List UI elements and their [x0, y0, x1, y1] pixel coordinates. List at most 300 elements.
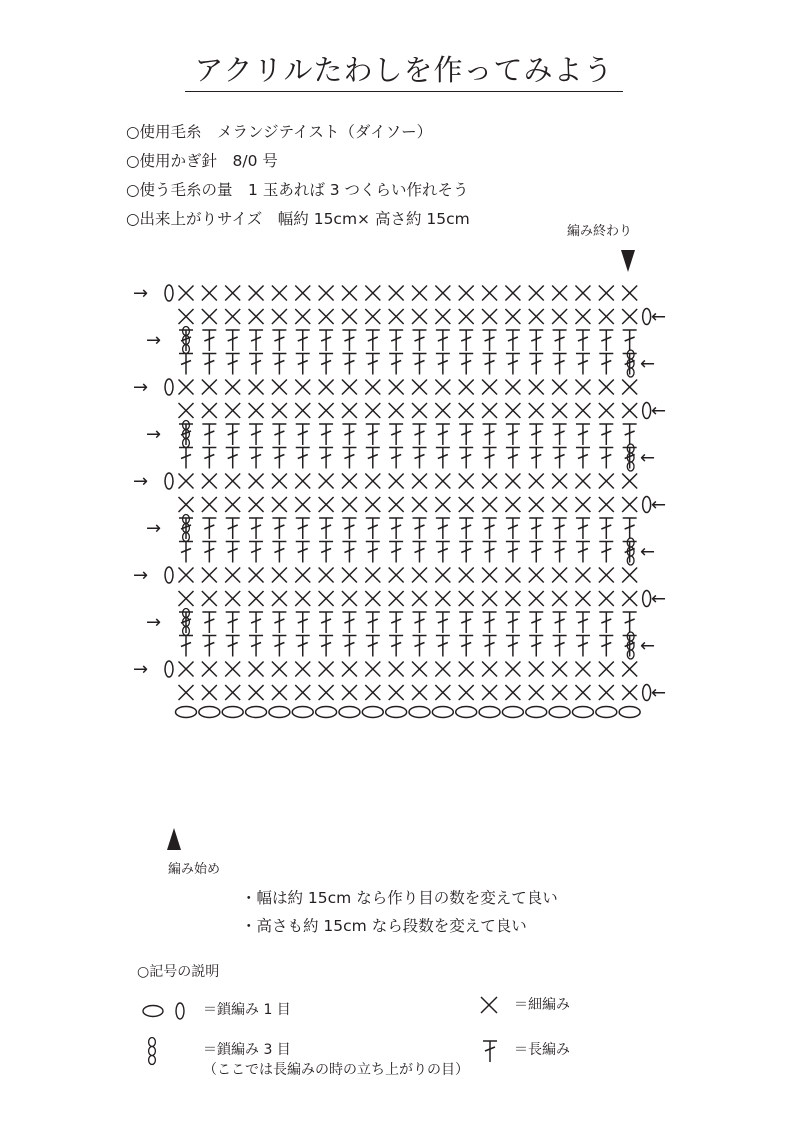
row-direction-arrow-left: ← [651, 306, 667, 328]
foundation-chain-stitch [526, 707, 547, 718]
single-crochet-stitch [622, 286, 637, 301]
single-crochet-stitch [412, 403, 427, 418]
row-direction-arrow-right: → [133, 283, 149, 304]
double-crochet-stitch [529, 330, 543, 351]
double-crochet-stitch [389, 612, 403, 633]
double-crochet-stitch [342, 448, 356, 469]
single-crochet-stitch [225, 685, 240, 700]
single-crochet-stitch [319, 474, 334, 489]
row-direction-arrow-right: → [146, 612, 162, 633]
single-crochet-stitch [365, 568, 380, 583]
single-crochet-stitch [529, 662, 544, 677]
single-crochet-stitch [202, 497, 217, 512]
double-crochet-stitch [296, 330, 310, 351]
row-direction-arrow-left: ← [640, 353, 656, 375]
single-crochet-stitch [225, 568, 240, 583]
double-crochet-stitch [296, 636, 310, 657]
double-crochet-stitch [436, 448, 450, 469]
chain-stitch-icon [140, 1000, 190, 1024]
double-crochet-stitch [342, 330, 356, 351]
single-crochet-stitch [179, 685, 194, 700]
single-crochet-stitch [365, 474, 380, 489]
foundation-chain-stitch [362, 707, 383, 718]
single-crochet-stitch [249, 286, 264, 301]
single-crochet-stitch [412, 286, 427, 301]
turning-chain-stitch [643, 309, 651, 325]
double-crochet-stitch [436, 518, 450, 539]
single-crochet-stitch [552, 309, 567, 324]
double-crochet-stitch [599, 636, 613, 657]
single-crochet-stitch [529, 591, 544, 606]
single-crochet-stitch [435, 685, 450, 700]
foundation-chain-stitch [176, 707, 197, 718]
single-crochet-stitch [505, 591, 520, 606]
single-crochet-stitch [622, 568, 637, 583]
single-crochet-stitch [435, 497, 450, 512]
double-crochet-stitch [599, 354, 613, 375]
double-crochet-stitch [342, 354, 356, 375]
single-crochet-stitch [505, 685, 520, 700]
foundation-chain-stitch [596, 707, 617, 718]
single-crochet-stitch [225, 474, 240, 489]
double-crochet-stitch [202, 330, 216, 351]
foundation-chain-stitch [502, 707, 523, 718]
single-crochet-stitch [575, 474, 590, 489]
double-crochet-stitch [483, 424, 497, 445]
single-crochet-stitch [435, 380, 450, 395]
double-crochet-stitch [366, 518, 380, 539]
double-crochet-stitch [179, 612, 193, 633]
double-crochet-stitch [389, 448, 403, 469]
double-crochet-stitch [506, 330, 520, 351]
single-crochet-stitch [599, 403, 614, 418]
row-direction-arrow-right: → [133, 659, 149, 680]
single-crochet-stitch [412, 662, 427, 677]
single-crochet-stitch [505, 380, 520, 395]
single-crochet-stitch [599, 380, 614, 395]
double-crochet-stitch [366, 612, 380, 633]
single-crochet-stitch [225, 497, 240, 512]
single-crochet-stitch [459, 685, 474, 700]
double-crochet-stitch [249, 612, 263, 633]
double-crochet-stitch [459, 612, 473, 633]
single-crochet-stitch [342, 497, 357, 512]
single-crochet-stitch [202, 685, 217, 700]
foundation-chain-stitch [432, 707, 453, 718]
double-crochet-stitch [623, 518, 637, 539]
single-crochet-stitch [459, 497, 474, 512]
single-crochet-stitch [272, 403, 287, 418]
single-crochet-stitch [552, 380, 567, 395]
single-crochet-stitch [389, 685, 404, 700]
single-crochet-stitch [575, 309, 590, 324]
double-crochet-stitch [249, 424, 263, 445]
single-crochet-stitch [622, 380, 637, 395]
single-crochet-stitch [622, 474, 637, 489]
single-crochet-stitch [202, 286, 217, 301]
double-crochet-stitch [296, 518, 310, 539]
double-crochet-stitch [366, 542, 380, 563]
single-crochet-stitch [459, 309, 474, 324]
single-crochet-stitch [552, 286, 567, 301]
single-crochet-stitch [529, 309, 544, 324]
double-crochet-stitch [272, 518, 286, 539]
single-crochet-stitch [249, 474, 264, 489]
single-crochet-stitch [179, 591, 194, 606]
single-crochet-stitch [249, 685, 264, 700]
note-height: ・高さも約 15cm なら段数を変えて良い [241, 917, 527, 935]
double-crochet-stitch [506, 542, 520, 563]
single-crochet-stitch [622, 497, 637, 512]
double-crochet-stitch [389, 636, 403, 657]
single-crochet-stitch [389, 380, 404, 395]
single-crochet-stitch [505, 662, 520, 677]
double-crochet-stitch [272, 354, 286, 375]
single-crochet-stitch [249, 403, 264, 418]
info-finished-size: ○出来上がりサイズ 幅約 15cm× 高さ約 15cm [126, 210, 470, 228]
foundation-chain-stitch [386, 707, 407, 718]
double-crochet-stitch [529, 636, 543, 657]
double-crochet-stitch [483, 330, 497, 351]
single-crochet-stitch [599, 662, 614, 677]
single-crochet-stitch [342, 286, 357, 301]
double-crochet-stitch [366, 448, 380, 469]
row-direction-arrow-left: ← [651, 682, 667, 704]
double-crochet-stitch [342, 542, 356, 563]
double-crochet-stitch [599, 330, 613, 351]
double-crochet-stitch [179, 636, 193, 657]
double-crochet-stitch [179, 542, 193, 563]
single-crochet-stitch [295, 591, 310, 606]
single-crochet-stitch [552, 474, 567, 489]
single-crochet-stitch [435, 591, 450, 606]
double-crochet-stitch [179, 354, 193, 375]
double-crochet-stitch [506, 518, 520, 539]
single-crochet-stitch [319, 380, 334, 395]
single-crochet-stitch [389, 474, 404, 489]
double-crochet-stitch [459, 542, 473, 563]
foundation-chain-stitch [456, 707, 477, 718]
double-crochet-stitch [576, 424, 590, 445]
double-crochet-stitch [202, 636, 216, 657]
turning-chain-stitch [643, 403, 651, 419]
single-crochet-stitch [295, 403, 310, 418]
double-crochet-stitch [436, 636, 450, 657]
double-crochet-stitch [342, 424, 356, 445]
note-width: ・幅は約 15cm なら作り目の数を変えて良い [241, 889, 558, 907]
double-crochet-stitch [249, 636, 263, 657]
double-crochet-stitch [459, 518, 473, 539]
single-crochet-stitch [202, 474, 217, 489]
double-crochet-stitch [202, 448, 216, 469]
double-crochet-stitch [226, 330, 240, 351]
double-crochet-stitch [553, 542, 567, 563]
single-crochet-stitch [272, 380, 287, 395]
single-crochet-stitch [365, 309, 380, 324]
single-crochet-stitch [179, 309, 194, 324]
double-crochet-stitch [483, 612, 497, 633]
single-crochet-icon [478, 994, 500, 1016]
double-crochet-stitch [529, 448, 543, 469]
turning-chain-stitch [643, 685, 651, 701]
single-crochet-stitch [482, 568, 497, 583]
single-crochet-stitch [552, 403, 567, 418]
single-crochet-stitch [179, 403, 194, 418]
single-crochet-stitch [389, 309, 404, 324]
double-crochet-stitch [529, 424, 543, 445]
foundation-chain-stitch [409, 707, 430, 718]
single-crochet-stitch [599, 474, 614, 489]
legend-single-label: ＝細編み [514, 997, 570, 1013]
single-crochet-stitch [412, 309, 427, 324]
double-crochet-stitch [413, 518, 427, 539]
single-crochet-stitch [319, 403, 334, 418]
single-crochet-stitch [365, 685, 380, 700]
single-crochet-stitch [272, 309, 287, 324]
single-crochet-stitch [179, 497, 194, 512]
single-crochet-stitch [482, 591, 497, 606]
single-crochet-stitch [459, 474, 474, 489]
single-crochet-stitch [529, 497, 544, 512]
double-crochet-stitch [226, 354, 240, 375]
single-crochet-stitch [295, 568, 310, 583]
single-crochet-stitch [389, 286, 404, 301]
single-crochet-stitch [622, 591, 637, 606]
single-crochet-stitch [342, 380, 357, 395]
single-crochet-stitch [599, 568, 614, 583]
double-crochet-stitch [576, 636, 590, 657]
double-crochet-stitch [179, 330, 193, 351]
row-direction-arrow-right: → [133, 471, 149, 492]
double-crochet-stitch [319, 518, 333, 539]
chain-three-icon [144, 1036, 160, 1068]
double-crochet-stitch [599, 424, 613, 445]
single-crochet-stitch [459, 380, 474, 395]
foundation-chain-stitch [339, 707, 360, 718]
foundation-chain-stitch [572, 707, 593, 718]
double-crochet-stitch [506, 354, 520, 375]
single-crochet-stitch [365, 591, 380, 606]
single-crochet-stitch [365, 497, 380, 512]
row-direction-arrow-left: ← [651, 494, 667, 516]
double-crochet-stitch [179, 448, 193, 469]
single-crochet-stitch [412, 497, 427, 512]
single-crochet-stitch [552, 568, 567, 583]
double-crochet-stitch [366, 424, 380, 445]
double-crochet-stitch [459, 330, 473, 351]
single-crochet-stitch [342, 309, 357, 324]
double-crochet-stitch [319, 424, 333, 445]
double-crochet-stitch [389, 330, 403, 351]
single-crochet-stitch [482, 685, 497, 700]
double-crochet-stitch [553, 612, 567, 633]
single-crochet-stitch [202, 662, 217, 677]
double-crochet-stitch [272, 636, 286, 657]
double-crochet-stitch [529, 518, 543, 539]
single-crochet-stitch [249, 568, 264, 583]
double-crochet-stitch [202, 424, 216, 445]
single-crochet-stitch [529, 380, 544, 395]
double-crochet-stitch [226, 612, 240, 633]
single-crochet-stitch [459, 403, 474, 418]
single-crochet-stitch [249, 380, 264, 395]
single-crochet-stitch [342, 662, 357, 677]
single-crochet-stitch [599, 685, 614, 700]
legend-heading: ○記号の説明 [137, 964, 220, 980]
single-crochet-stitch [622, 309, 637, 324]
double-crochet-stitch [483, 542, 497, 563]
single-crochet-stitch [599, 497, 614, 512]
row-direction-arrow-left: ← [651, 588, 667, 610]
single-crochet-stitch [575, 662, 590, 677]
double-crochet-stitch [553, 424, 567, 445]
double-crochet-stitch [272, 612, 286, 633]
single-crochet-stitch [622, 662, 637, 677]
single-crochet-stitch [529, 568, 544, 583]
single-crochet-stitch [505, 403, 520, 418]
single-crochet-stitch [482, 497, 497, 512]
single-crochet-stitch [295, 380, 310, 395]
turning-chain-stitch [643, 591, 651, 607]
foundation-chain-stitch [269, 707, 290, 718]
single-crochet-stitch [365, 403, 380, 418]
single-crochet-stitch [529, 685, 544, 700]
single-crochet-stitch [202, 403, 217, 418]
single-crochet-stitch [225, 380, 240, 395]
single-crochet-stitch [389, 497, 404, 512]
single-crochet-stitch [412, 591, 427, 606]
page-title: アクリルたわしを作ってみよう [194, 53, 614, 87]
single-crochet-stitch [412, 380, 427, 395]
single-crochet-stitch [225, 403, 240, 418]
double-crochet-stitch [599, 542, 613, 563]
single-crochet-stitch [575, 568, 590, 583]
single-crochet-stitch [552, 685, 567, 700]
turning-chain-stitch [165, 473, 173, 489]
single-crochet-stitch [319, 309, 334, 324]
single-crochet-stitch [459, 662, 474, 677]
single-crochet-stitch [435, 286, 450, 301]
double-crochet-stitch [459, 424, 473, 445]
double-crochet-stitch [623, 612, 637, 633]
double-crochet-stitch [483, 354, 497, 375]
double-crochet-stitch [459, 636, 473, 657]
double-crochet-stitch [576, 518, 590, 539]
single-crochet-stitch [319, 685, 334, 700]
single-crochet-stitch [272, 497, 287, 512]
single-crochet-stitch [249, 309, 264, 324]
single-crochet-stitch [482, 309, 497, 324]
single-crochet-stitch [225, 662, 240, 677]
single-crochet-stitch [202, 309, 217, 324]
row-direction-arrow-right: → [133, 565, 149, 586]
single-crochet-stitch [505, 286, 520, 301]
double-crochet-stitch [459, 354, 473, 375]
double-crochet-stitch [529, 542, 543, 563]
single-crochet-stitch [249, 591, 264, 606]
double-crochet-stitch [389, 542, 403, 563]
row-direction-arrow-right: → [146, 330, 162, 351]
single-crochet-stitch [435, 474, 450, 489]
double-crochet-stitch [389, 424, 403, 445]
single-crochet-stitch [389, 591, 404, 606]
double-crochet-stitch [436, 612, 450, 633]
single-crochet-stitch [482, 662, 497, 677]
single-crochet-stitch [202, 568, 217, 583]
single-crochet-stitch [552, 662, 567, 677]
single-crochet-stitch [179, 380, 194, 395]
double-crochet-stitch [623, 330, 637, 351]
double-crochet-stitch [483, 636, 497, 657]
single-crochet-stitch [482, 474, 497, 489]
info-yarn-amount: ○使う毛糸の量 1 玉あれば 3 つくらい作れそう [126, 181, 469, 199]
double-crochet-stitch [553, 354, 567, 375]
row-direction-arrow-right: → [146, 518, 162, 539]
single-crochet-stitch [342, 685, 357, 700]
single-crochet-stitch [575, 591, 590, 606]
single-crochet-stitch [365, 286, 380, 301]
foundation-chain-stitch [292, 707, 313, 718]
single-crochet-stitch [342, 568, 357, 583]
single-crochet-stitch [295, 286, 310, 301]
single-crochet-stitch [505, 474, 520, 489]
single-crochet-stitch [412, 474, 427, 489]
double-crochet-stitch [413, 448, 427, 469]
double-crochet-stitch [249, 542, 263, 563]
single-crochet-stitch [319, 497, 334, 512]
single-crochet-stitch [435, 403, 450, 418]
double-crochet-stitch [296, 542, 310, 563]
double-crochet-stitch [413, 612, 427, 633]
double-crochet-stitch [599, 518, 613, 539]
single-crochet-stitch [505, 568, 520, 583]
foundation-chain-stitch [199, 707, 220, 718]
single-crochet-stitch [249, 662, 264, 677]
double-crochet-stitch [599, 612, 613, 633]
single-crochet-stitch [319, 591, 334, 606]
double-crochet-stitch [366, 330, 380, 351]
double-crochet-stitch [436, 542, 450, 563]
single-crochet-stitch [435, 309, 450, 324]
single-crochet-stitch [202, 591, 217, 606]
row-direction-arrow-left: ← [651, 400, 667, 422]
single-crochet-stitch [225, 309, 240, 324]
double-crochet-stitch [413, 542, 427, 563]
single-crochet-stitch [225, 286, 240, 301]
single-crochet-stitch [319, 568, 334, 583]
single-crochet-stitch [435, 568, 450, 583]
single-crochet-stitch [529, 286, 544, 301]
start-marker-label: 編み始め [168, 862, 221, 877]
double-crochet-stitch [202, 542, 216, 563]
double-crochet-stitch [226, 448, 240, 469]
single-crochet-stitch [272, 591, 287, 606]
single-crochet-stitch [389, 568, 404, 583]
double-crochet-stitch [366, 354, 380, 375]
double-crochet-stitch [202, 612, 216, 633]
double-crochet-stitch [319, 448, 333, 469]
single-crochet-stitch [389, 662, 404, 677]
single-crochet-stitch [225, 591, 240, 606]
single-crochet-stitch [179, 568, 194, 583]
single-crochet-stitch [552, 591, 567, 606]
single-crochet-stitch [529, 474, 544, 489]
single-crochet-stitch [575, 286, 590, 301]
double-crochet-stitch [436, 354, 450, 375]
foundation-chain-stitch [316, 707, 337, 718]
double-crochet-stitch [226, 518, 240, 539]
row-direction-arrow-left: ← [640, 447, 656, 469]
